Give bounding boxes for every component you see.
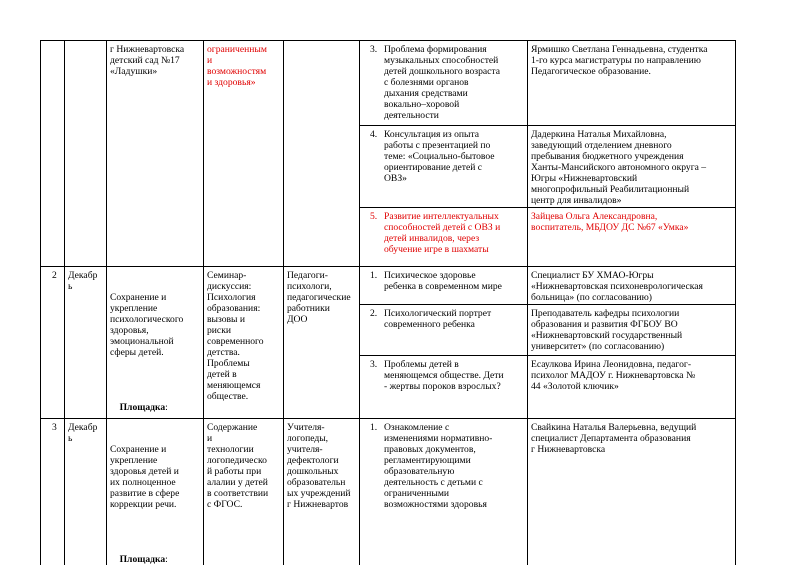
table-border-col4 xyxy=(283,40,284,565)
row1-theme: ограниченным и возможностям и здоровья» xyxy=(207,44,267,88)
row1-sub-divider-a xyxy=(359,125,736,126)
row1-item-text: Проблема формирования музыкальных способностей детей дошкольного возраста с болезнями органов дыхания средствами вокально–хоровой деятельности xyxy=(384,44,500,121)
row3-item-text: Ознакомление с изменениями нормативно- правовых документов, регламентирующими образовательную деятельность с детьми с ограниченными возможностями здоровья xyxy=(384,422,493,510)
row2-month: Декабр ь xyxy=(68,270,98,292)
row1-item-speaker: Ярмишко Светлана Геннадьевна, студентка 1-го курса магистратуры по направлению Педагогическое образование. xyxy=(531,44,708,77)
row2-item-text: Психическое здоровье ребенка в современном мире xyxy=(384,270,502,292)
row1-item-text: Развитие интеллектуальных способностей детей с ОВЗ и детей инвалидов, через обучение игре в шахматы xyxy=(384,211,501,255)
row3-theme: Содержание и технологии логопедическо й работы при алалии у детей в соответствии с ФГОС. xyxy=(207,422,269,510)
row2-number: 2 xyxy=(52,270,57,281)
row2-item-text: Проблемы детей в меняющемся обществе. Дети - жертвы пороков взрослых? xyxy=(384,359,504,392)
row3-item-speaker: Свайкина Наталья Валерьевна, ведущий специалист Департамента образования г Нижневартовска xyxy=(531,422,697,455)
table-border-left xyxy=(40,40,41,565)
row3-month: Декабр ь xyxy=(68,422,98,444)
row2-item-number: 2. xyxy=(370,308,378,319)
row3-venue-colon: : xyxy=(165,554,168,565)
row2-participants: Педагоги- психологи, педагогические работники ДОО xyxy=(287,270,351,325)
row1-item-number: 3. xyxy=(370,44,378,55)
row-divider-1-2 xyxy=(40,266,736,267)
row2-item-number: 1. xyxy=(370,270,378,281)
row1-item-number: 4. xyxy=(370,129,378,140)
row2-goal xyxy=(110,270,202,416)
row2-goal-text: Сохранение и укрепление психологического здоровья, эмоциональной сферы детей. xyxy=(110,292,184,358)
row2-item-text: Психологический портрет современного ребенка xyxy=(384,308,492,330)
row3-goal xyxy=(110,422,202,565)
row-divider-2-3 xyxy=(40,418,736,419)
row1-item-text: Консультация из опыта работы с презентацией по теме: «Социально-бытовое ориентирование детей с ОВЗ» xyxy=(384,129,495,184)
row1-item-speaker: Дадеркина Наталья Михайловна, заведующий отделением дневного пребывания бюджетного учреждения Ханты-Мансийского автономного округа – Югры «Нижневартовский многопрофильный Реабилитационный центр для инвалидов» xyxy=(531,129,707,206)
row1-item-number: 5. xyxy=(370,211,378,222)
table-border-col6 xyxy=(527,40,528,565)
table-border-right xyxy=(735,40,736,565)
row3-item-number: 1. xyxy=(370,422,378,433)
row1-item-speaker: Зайцева Ольга Александровна, воспитатель, МБДОУ ДС №67 «Умка» xyxy=(531,211,689,233)
table-border-col3 xyxy=(203,40,204,565)
row3-goal-text: Сохранение и укрепление здоровья детей и их полноценное развитие в сфере коррекции речи. xyxy=(110,444,180,510)
row3-number: 3 xyxy=(52,422,57,433)
row3-venue-label: Площадка xyxy=(119,554,166,565)
row2-venue-label: Площадка xyxy=(119,402,166,413)
row2-venue-colon: : xyxy=(165,402,168,413)
table-border-top xyxy=(40,40,736,41)
table-border-col2 xyxy=(106,40,107,565)
row2-item-speaker: Специалист БУ ХМАО-Югры «Нижневартовская психоневрологическая больница» (по согласованию) xyxy=(531,270,703,303)
row2-theme: Семинар- дискуссия: Психология образования: вызовы и риски современного детства. Проблемы детей в меняющемся обществе. xyxy=(207,270,264,402)
row2-sub-divider-b xyxy=(359,355,736,356)
row1-venue: г Нижневартовска детский сад №17 «Ладушки» xyxy=(110,44,185,77)
table-border-col1 xyxy=(64,40,65,565)
row2-item-speaker: Преподаватель кафедры психологии образования и развития ФГБОУ ВО «Нижневартовский государственный университет» (по согласованию) xyxy=(531,308,683,352)
row2-item-number: 3. xyxy=(370,359,378,370)
row3-participants: Учителя- логопеды, учителя- дефектологи дошкольных образовательн ых учреждений г Нижневартов xyxy=(287,422,351,510)
row2-item-speaker: Есаулкова Ирина Леонидовна, педагог- психолог МАДОУ г. Нижневартовска № 44 «Золотой ключик» xyxy=(531,359,696,392)
row1-sub-divider-b xyxy=(359,207,736,208)
table-border-col5 xyxy=(359,40,360,565)
row2-sub-divider-a xyxy=(359,304,736,305)
